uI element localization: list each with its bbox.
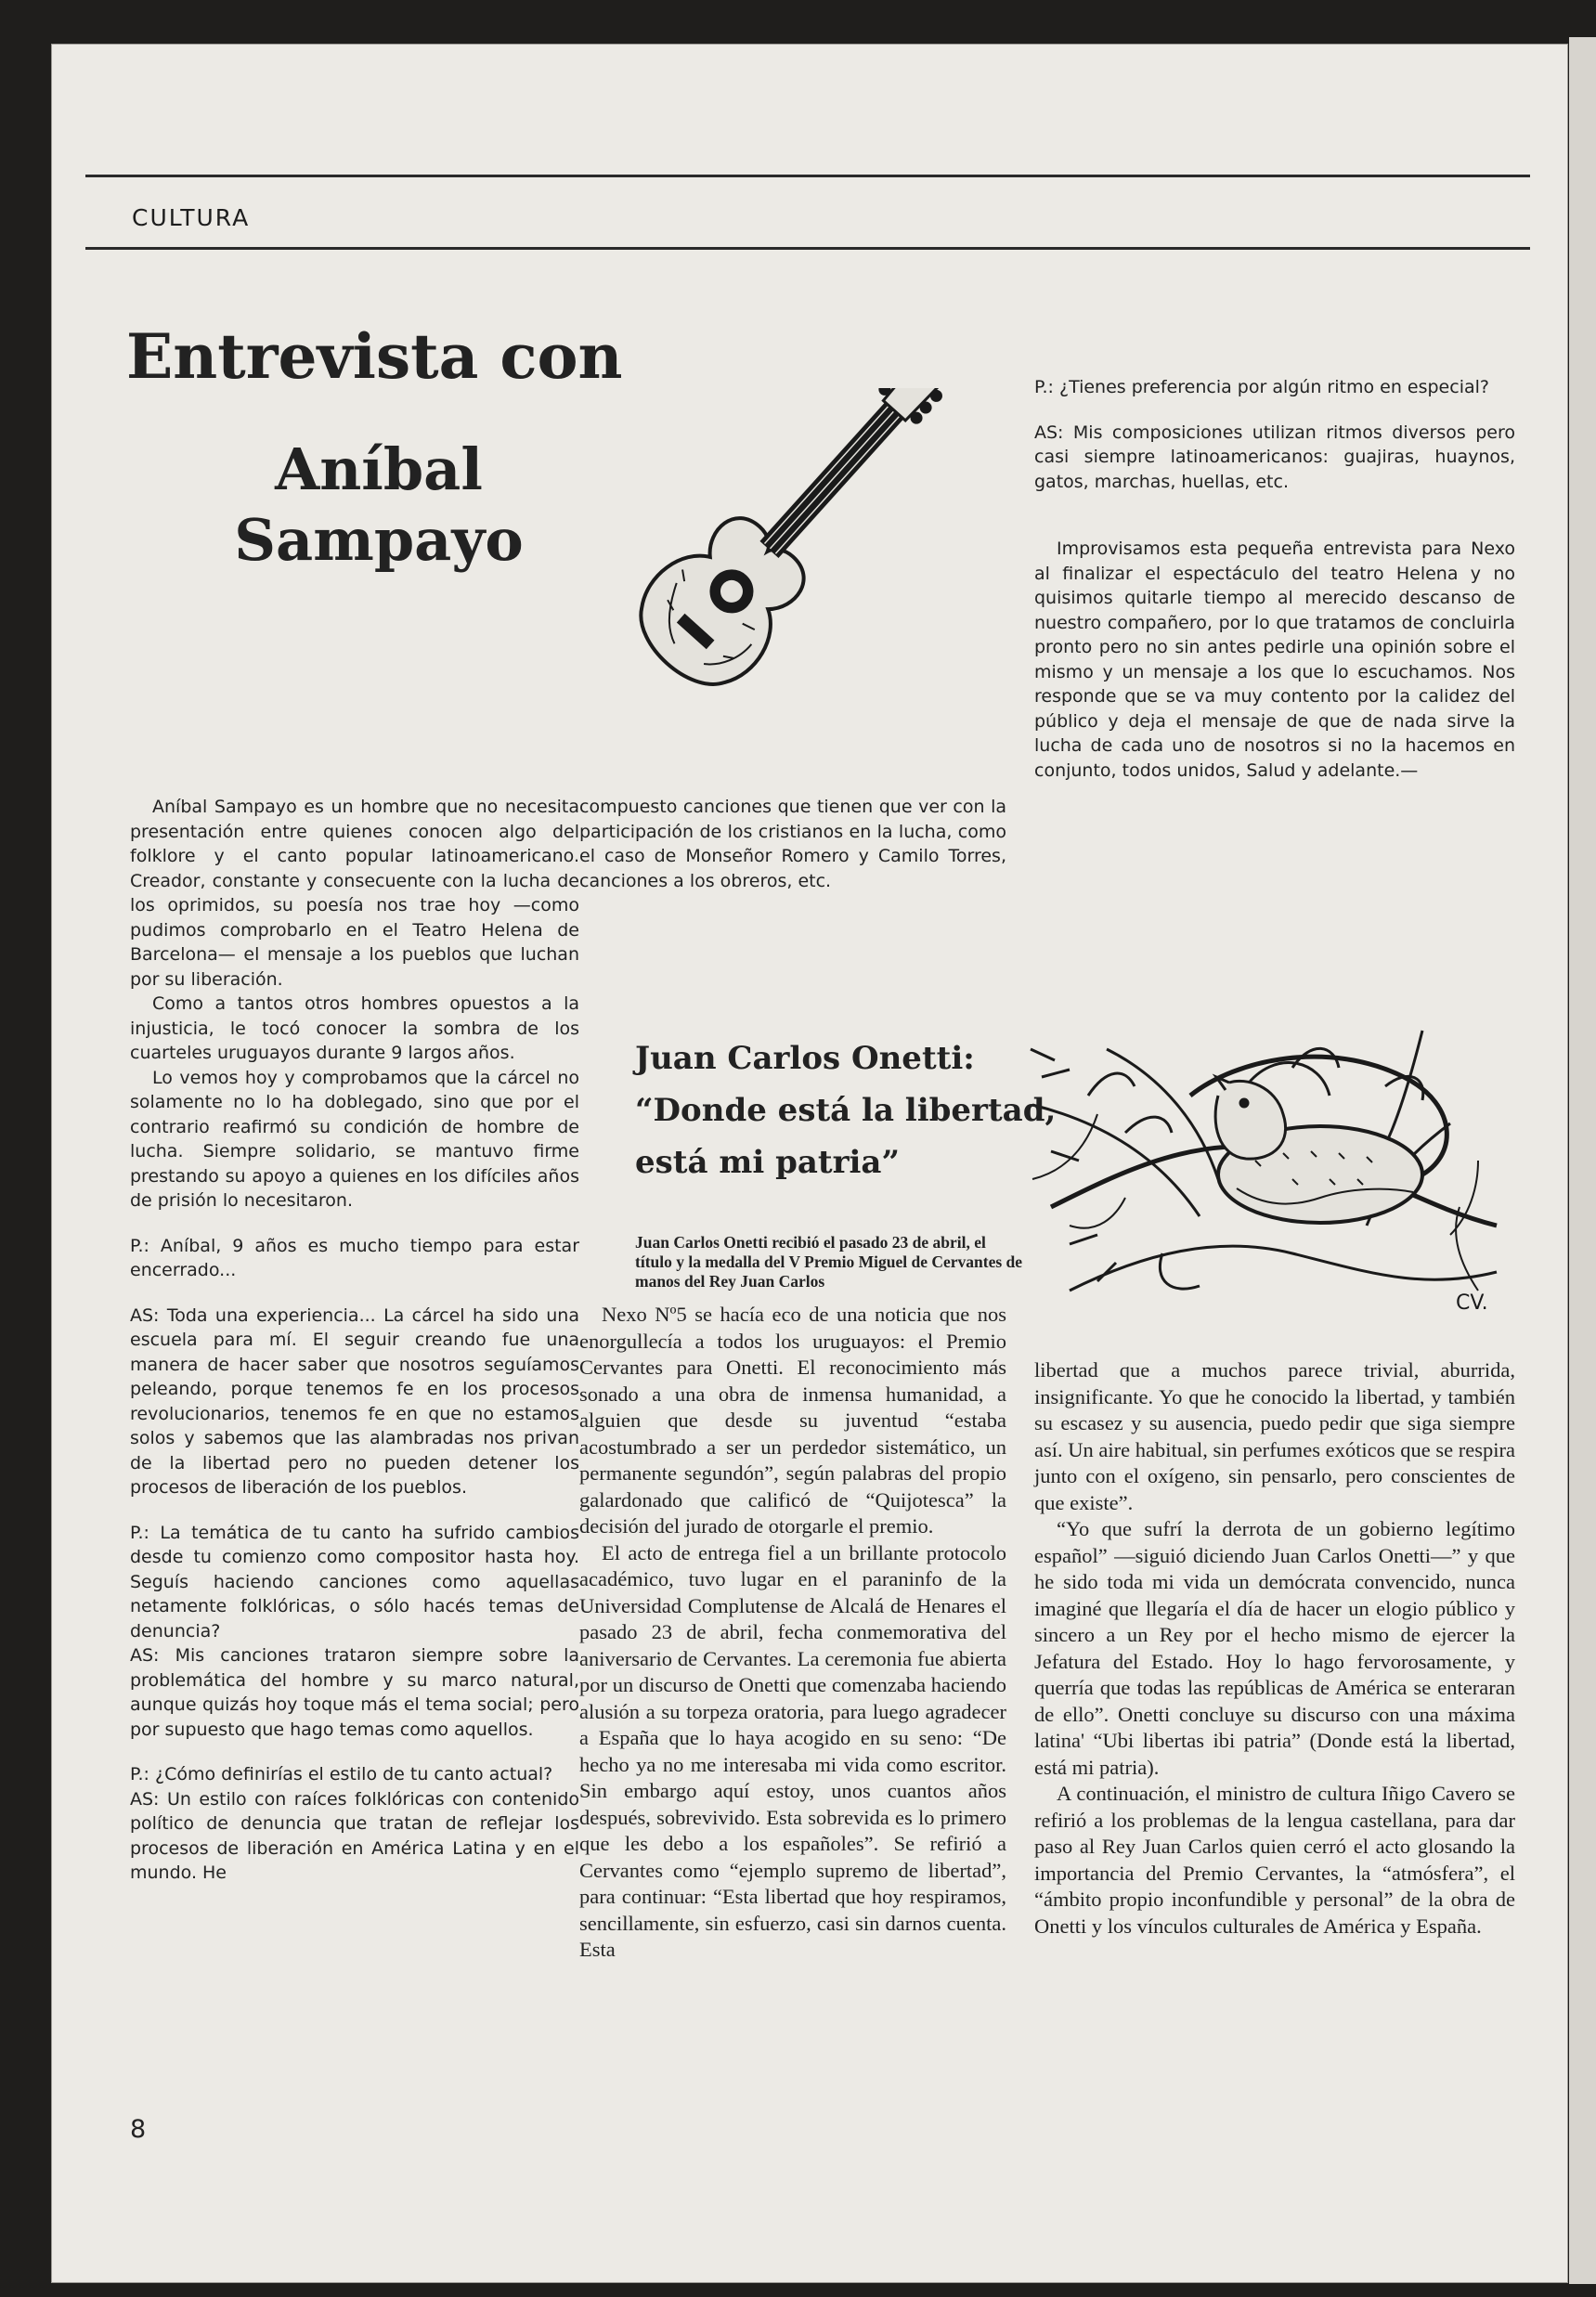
article-subtitle: Aníbal Sampayo xyxy=(234,435,524,574)
article1-paragraph: Como a tantos otros hombres opuestos a la injusticia, le tocó conocer la sombra de los cuarteles uruguayos durante 9 largos años. xyxy=(130,993,579,1063)
interview-question: P.: Aníbal, 9 años es mucho tiempo para estar encerrado... xyxy=(130,1235,579,1280)
article1-column-2 xyxy=(579,795,1006,893)
article1-closing-paragraph: Improvisamos esta pequeña entrevista para Nexo al finalizar el espectáculo del teatro Helena y no quisimos quitarle tiempo al merecido descanso de nuestro compañero, por lo que tratamos de concluirla pronto pero no sin antes pedirle una opinión sobre el mismo y un mensaje a los que lo escuchamos. Nos responde que se va muy contento por la calidez del público y deja el mensaje de que de nada sirve la lucha de cada uno de nosotros si no la hacemos en conjunto, todos unidos, Salud y adelante.— xyxy=(1034,539,1515,781)
interview-question: P.: La temática de tu canto ha sufrido cambios desde tu comienzo como compositor hasta hoy. Seguís haciendo canciones como aquellas netamente folklóricas, o sólo hacés temas de denuncia? xyxy=(130,1522,579,1642)
article-title: Entrevista con xyxy=(126,320,623,393)
article1-column-1 xyxy=(130,795,579,1886)
interview-answer: AS: Mis canciones trataron siempre sobre la problemática del hombre y su marco natural, aunque quizás hoy toque más el tema social; pero por supuesto que hago temas como aquellos. xyxy=(130,1645,579,1740)
facing-page-edge xyxy=(1569,37,1596,2284)
interview-question: P.: ¿Tienes preferencia por algún ritmo en especial? xyxy=(1034,377,1489,397)
article2-paragraph: Nexo Nº5 se hacía eco de una noticia que nos enorgullecía a todos los uruguayos: el Premio Cervantes para Onetti. El reconocimiento más sonado a una obra de inmensa humanidad, a alguien que desde su juventud “estaba acostumbrado a ser un perdedor sistemático, un permanente segundón”, según palabras del propio galardonado que calificó de “Quijotesca” la decisión del jurado de otorgarle el premio. xyxy=(579,1303,1006,1538)
header-rule-top xyxy=(85,175,1530,177)
article1-paragraph: compuesto canciones que tienen que ver con la participación de los cristianos en la lucha, como el caso de Monseñor Romero y Camilo Torres, canciones a los obreros, etc. xyxy=(579,797,1006,891)
interview-answer: AS: Toda una experiencia... La cárcel ha sido una escuela para mí. El seguir creando fue una manera de hacer saber que nosotros seguíamos peleando, porque tenemos fe en los procesos revolucionarios, tenemos fe en que no estamos solos y sabemos que las alambradas nos privan de la libertad pero no pueden detener los procesos de liberación de los pueblos. xyxy=(130,1304,579,1498)
section-label: CULTURA xyxy=(132,204,251,231)
header-rule-bottom xyxy=(85,247,1530,250)
article2-paragraph: A continuación, el ministro de cultura Iñigo Cavero se refirió a los problemas de la lengua castellana, para dar paso al Rey Juan Carlos quien cerró el acto glosando la importancia del Premio Cervantes, la “atmósfera”, el “ámbito propio inconfundible y personal” de la obra de Onetti y los vínculos culturales de América y España. xyxy=(1034,1782,1515,1938)
bird-illustration xyxy=(1014,993,1510,1326)
interview-question: P.: ¿Cómo definirías el estilo de tu canto actual? xyxy=(130,1764,553,1784)
page-number: 8 xyxy=(130,2115,147,2144)
article2-paragraph: El acto de entrega fiel a un brillante protocolo académico, tuvo lugar en el paraninfo de la Universidad Complutense de Alcalá de Henares el pasado 23 de abril, fecha conmemorativa del aniversario de Cervantes. La ceremonia fue abierta por un discurso de Onetti que comenzaba haciendo alusión a su torpeza oratoria, para luego agradecer a España que lo haya acogido en su seno: “De hecho ya no me interesaba mi vida como escritor. Sin embargo aquí estoy, unos cuantos años después, sobrevivido. Esta sobrevida es lo primero que les debo a los españoles”. Se refirió a Cervantes como “ejemplo supremo de libertad”, para continuar: “Esta libertad que hoy respiramos, sencillamente, sin esfuerzo, casi sin darnos cuenta. Esta xyxy=(579,1540,1006,1961)
magazine-page xyxy=(52,45,1567,2282)
article2-lead: Juan Carlos Onetti recibió el pasado 23 de abril, el título y la medalla del V Premio Miguel de Cervantes de manos del Rey Juan Carlos xyxy=(635,1233,1023,1291)
article2-paragraph: “Yo que sufrí la derrota de un gobierno legítimo español” —siguió diciendo Juan Carlos Onetti—” y que he sido toda mi vida un demócrata convencido, nunca imaginé que llegaría el día de hacer un elogio público y sincero a un Rey por el hecho mismo de ejercer la Jefatura del Estado. Hoy lo hago fervorosamente, y querría que todas las repúblicas de América se enteraran de ello”. Onetti concluye su discurso con una máxima latina' “Ubi libertas ibi patria” (Donde está la libertad, está mi patria). xyxy=(1034,1517,1515,1779)
article2-title: Juan Carlos Onetti: “Donde está la libertad, está mi patria” xyxy=(635,1040,1057,1181)
interview-answer: AS: Mis composiciones utilizan ritmos diversos pero casi siempre latinoamericanos: guajiras, huaynos, gatos, marchas, huellas, etc. xyxy=(1034,422,1515,492)
article1-paragraph: Lo vemos hoy y comprobamos que la cárcel no solamente no lo ha doblegado, sino que por el contrario reafirmó su condición de hombre de lucha. Siempre solidario, se mantuvo firme prestando su apoyo a quienes en los difíciles años de prisión lo necesitaron. xyxy=(130,1067,579,1211)
article2-paragraph: libertad que a muchos parece trivial, aburrida, insignificante. Yo que he conocido la libertad, y también su escasez y su ausencia, puedo pedir que siga siempre así. Un aire habitual, sin perfumes exóticos que se respira junto con el oxígeno, sin pensarlo, pero conscientes de que existe”. xyxy=(1034,1358,1515,1514)
interview-answer: AS: Un estilo con raíces folklóricas con contenido político de denuncia que tratan de reflejar los procesos de liberación en América Latina y en el mundo. He xyxy=(130,1788,579,1883)
article1-column-3 xyxy=(1034,375,1515,783)
article1-paragraph: Aníbal Sampayo es un hombre que no necesita presentación entre quienes conocen algo del folklore y el canto popular latinoamericano. Creador, constante y consecuente con la lucha de los oprimidos, su poesía nos trae hoy —como pudimos comprobarlo en el Teatro Helena de Barcelona— el mensaje a los pueblos que luchan por su liberación. xyxy=(130,797,579,990)
article2-column-1 xyxy=(579,1302,1006,1964)
illustration-signature: CV. xyxy=(1456,1291,1488,1315)
guitar-illustration xyxy=(526,388,953,778)
article2-column-2 xyxy=(1034,1357,1515,1940)
